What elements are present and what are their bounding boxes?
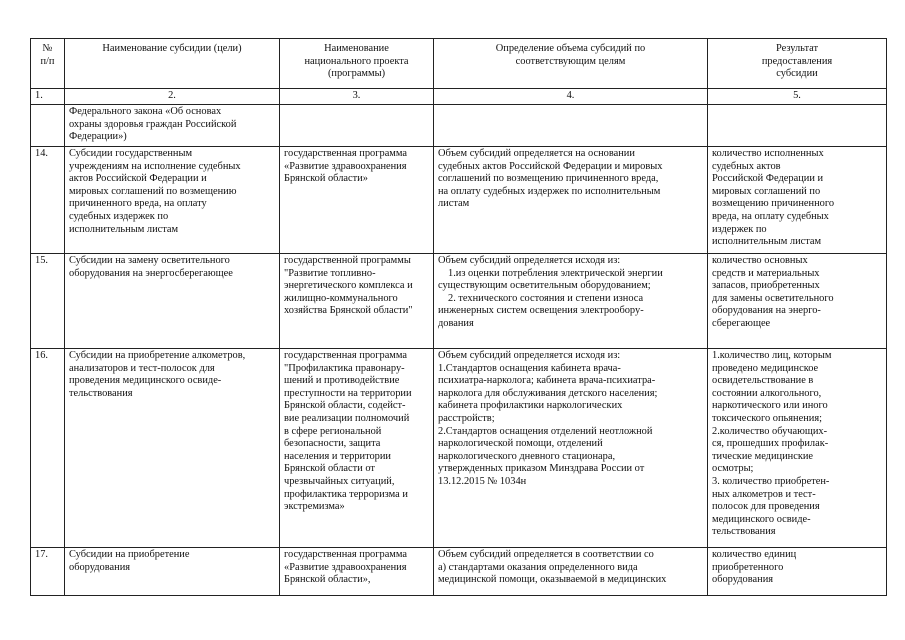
text-line: анализаторов и тест-полосок для xyxy=(69,362,215,374)
text-line: шений и противодействие xyxy=(284,375,400,387)
table-row xyxy=(31,147,887,254)
text-line: расстройств; xyxy=(438,412,495,424)
text-line: осмотры; xyxy=(712,463,754,475)
text-line: оборудования xyxy=(69,561,131,573)
table-row xyxy=(31,548,887,596)
row-definition xyxy=(434,548,708,596)
text-line: издержек по xyxy=(712,223,767,235)
text-line: "Профилактика правонару- xyxy=(284,362,405,374)
text-line: Субсидии на приобретение xyxy=(69,549,190,560)
text-line: вреда, на оплату судебных xyxy=(712,210,829,222)
row-project xyxy=(280,548,434,596)
text-line: токсического опьянения; xyxy=(712,412,823,424)
text-line: количество основных xyxy=(712,255,808,266)
text-line: государственная программа xyxy=(284,350,407,361)
text-line: медицинской помощи, оказываемой в медицинских xyxy=(438,574,667,586)
text-line: энергетического комплекса и xyxy=(284,280,413,292)
text-line: преступности на территории xyxy=(284,387,412,399)
row-project xyxy=(280,254,434,349)
row-result xyxy=(708,548,887,596)
text-line: государственная программа xyxy=(284,549,407,560)
text-line: Субсидии государственным xyxy=(69,148,193,159)
text-line: Российской Федерации и xyxy=(712,173,824,185)
text-line: наркологической помощи, отделений xyxy=(438,438,603,450)
text-line: сберегающее xyxy=(712,317,771,329)
colnum-2: 2. xyxy=(65,89,280,105)
row-result xyxy=(708,147,887,254)
text-line: в сфере региональной xyxy=(284,425,382,437)
text-line: ных алкометров и тест- xyxy=(712,488,816,500)
text-line: экстремизма» xyxy=(284,501,345,513)
text-line: дования xyxy=(438,317,474,329)
column-number-row xyxy=(31,89,887,105)
text-line: количество единиц xyxy=(712,549,797,560)
text-line: оборудования на энерго- xyxy=(712,305,821,317)
text-line: 2.количество обучающих- xyxy=(712,425,828,437)
text-line: тельствования xyxy=(69,387,133,399)
row-project xyxy=(280,105,434,147)
text-line: медицинского освиде- xyxy=(712,513,811,525)
text-line: Брянской области, содейст- xyxy=(284,400,406,412)
text-line: профилактика терроризма и xyxy=(284,488,408,500)
text-line: 2. технического состояния и степени износа xyxy=(448,292,644,304)
text-line: судебных актов Российской Федерации и мировых xyxy=(438,160,663,172)
text-line: чрезвычайных ситуаций, xyxy=(284,475,395,487)
colnum-3: 3. xyxy=(280,89,434,105)
text-line: жилищно-коммунального xyxy=(284,292,398,304)
header-num: № п/п xyxy=(31,39,65,89)
text-line: актов Российской Федерации и xyxy=(69,173,207,185)
text-line: Брянской области от xyxy=(284,463,375,475)
row-num: 15. xyxy=(31,254,65,349)
text-line: Объем субсидий определяется исходя из: xyxy=(438,350,621,361)
row-project xyxy=(280,147,434,254)
text-line: тельствования xyxy=(712,526,776,538)
text-line: нарколога для обслуживания детского населения; xyxy=(438,387,658,399)
text-line: «Развитие здравоохранения xyxy=(284,561,407,573)
text-line: 3. количество приобретен- xyxy=(712,475,830,487)
table-row xyxy=(31,254,887,349)
text-line: Субсидии на замену осветительного xyxy=(69,255,230,266)
table-row xyxy=(31,105,887,147)
text-line: тические медицинские xyxy=(712,450,814,462)
text-line: ся, прошедших профилак- xyxy=(712,438,829,450)
row-num: 16. xyxy=(31,349,65,548)
text-line: на оплату судебных издержек по исполнительным xyxy=(438,185,661,197)
row-num: 14. xyxy=(31,147,65,254)
row-definition xyxy=(434,105,708,147)
text-line: Объем субсидий определяется исходя из: xyxy=(438,255,621,266)
text-line: Брянской области», xyxy=(284,574,371,586)
text-line: Брянской области» xyxy=(284,173,368,185)
header-name: Наименование субсидии (цели) xyxy=(65,39,280,89)
row-name xyxy=(65,254,280,349)
header-row xyxy=(31,39,887,89)
text-line: 1.из оценки потребления электрической энергии xyxy=(448,267,663,279)
text-line: Субсидии на приобретение алкометров, xyxy=(69,350,246,361)
text-line: соглашений по возмещению причиненного вреда, xyxy=(438,173,659,185)
row-definition xyxy=(434,349,708,548)
header-project: Наименование национального проекта (программы) xyxy=(280,39,434,89)
text-line: приобретенного xyxy=(712,561,784,573)
row-result xyxy=(708,254,887,349)
text-line: безопасности, защита xyxy=(284,438,381,450)
text-line: количество исполненных xyxy=(712,148,824,159)
colnum-4: 4. xyxy=(434,89,708,105)
text-line: наркологического дневного стационара, xyxy=(438,450,616,462)
text-line: для замены осветительного xyxy=(712,292,834,304)
text-line: исполнительным листам xyxy=(69,223,179,235)
text-line: кабинета профилактики наркологических xyxy=(438,400,623,412)
text-line: "Развитие топливно- xyxy=(284,267,376,279)
row-name xyxy=(65,147,280,254)
row-num xyxy=(31,105,65,147)
text-line: наркотического или иного xyxy=(712,400,828,412)
text-line: исполнительным листам xyxy=(712,236,822,248)
row-project xyxy=(280,349,434,548)
row-num: 17. xyxy=(31,548,65,596)
text-line: хозяйства Брянской области" xyxy=(284,305,413,317)
text-line: учреждениям на исполнение судебных xyxy=(69,160,241,172)
row-name xyxy=(65,349,280,548)
row-definition xyxy=(434,147,708,254)
text-line: «Развитие здравоохранения xyxy=(284,160,407,172)
text-line: психиатра-нарколога; кабинета врача-психиатра- xyxy=(438,375,656,387)
text-line: Федерации») xyxy=(69,131,127,143)
text-line: судебных издержек по xyxy=(69,210,169,222)
text-line: государственной программы xyxy=(284,255,411,266)
header-result: Результат предоставления субсидии xyxy=(708,39,887,89)
text-line: возмещению причиненного xyxy=(712,198,835,210)
text-line: состоянии алкогольного, xyxy=(712,387,822,399)
text-line: освидетельствование в xyxy=(712,375,814,387)
text-line: проведено медицинское xyxy=(712,362,819,374)
text-line: мировых соглашений по возмещению xyxy=(69,185,237,197)
text-line: оборудования на энергосберегающее xyxy=(69,267,233,279)
subsidy-table xyxy=(30,38,887,596)
text-line: Объем субсидий определяется на основании xyxy=(438,148,635,159)
text-line: 1.Стандартов оснащения кабинета врача- xyxy=(438,362,621,374)
header-definition: Определение объема субсидий по соответствующим целям xyxy=(434,39,708,89)
text-line: полосок для проведения xyxy=(712,501,820,513)
text-line: 2.Стандартов оснащения отделений неотложной xyxy=(438,425,653,437)
text-line: причиненного вреда, на оплату xyxy=(69,198,207,210)
text-line: судебных актов xyxy=(712,160,781,172)
text-line: запасов, приобретенных xyxy=(712,280,820,292)
colnum-1: 1. xyxy=(31,89,65,105)
row-result xyxy=(708,105,887,147)
text-line: населения и территории xyxy=(284,450,391,462)
text-line: мировых соглашений по xyxy=(712,185,821,197)
row-result xyxy=(708,349,887,548)
text-line: Объем субсидий определяется в соответствии со xyxy=(438,549,654,560)
text-line: существующим осветительным оборудованием; xyxy=(438,280,651,292)
row-definition xyxy=(434,254,708,349)
row-name xyxy=(65,105,280,147)
text-line: оборудования xyxy=(712,574,774,586)
text-line: проведения медицинского освиде- xyxy=(69,375,222,387)
colnum-5: 5. xyxy=(708,89,887,105)
text-line: инженерных систем освещения электрообору- xyxy=(438,305,644,317)
text-line: государственная программа xyxy=(284,148,407,159)
text-line: Федерального закона «Об основах xyxy=(69,106,222,117)
text-line: вие реализации полномочий xyxy=(284,412,410,424)
text-line: 13.12.2015 № 1034н xyxy=(438,475,527,487)
text-line: средств и материальных xyxy=(712,267,820,279)
text-line: 1.количество лиц, которым xyxy=(712,350,832,361)
text-line: охраны здоровья граждан Российской xyxy=(69,118,237,130)
row-name xyxy=(65,548,280,596)
table-row xyxy=(31,349,887,548)
text-line: листам xyxy=(438,198,470,210)
text-line: а) стандартами оказания определенного вида xyxy=(438,561,638,573)
text-line: утвержденных приказом Минздрава России от xyxy=(438,463,645,475)
